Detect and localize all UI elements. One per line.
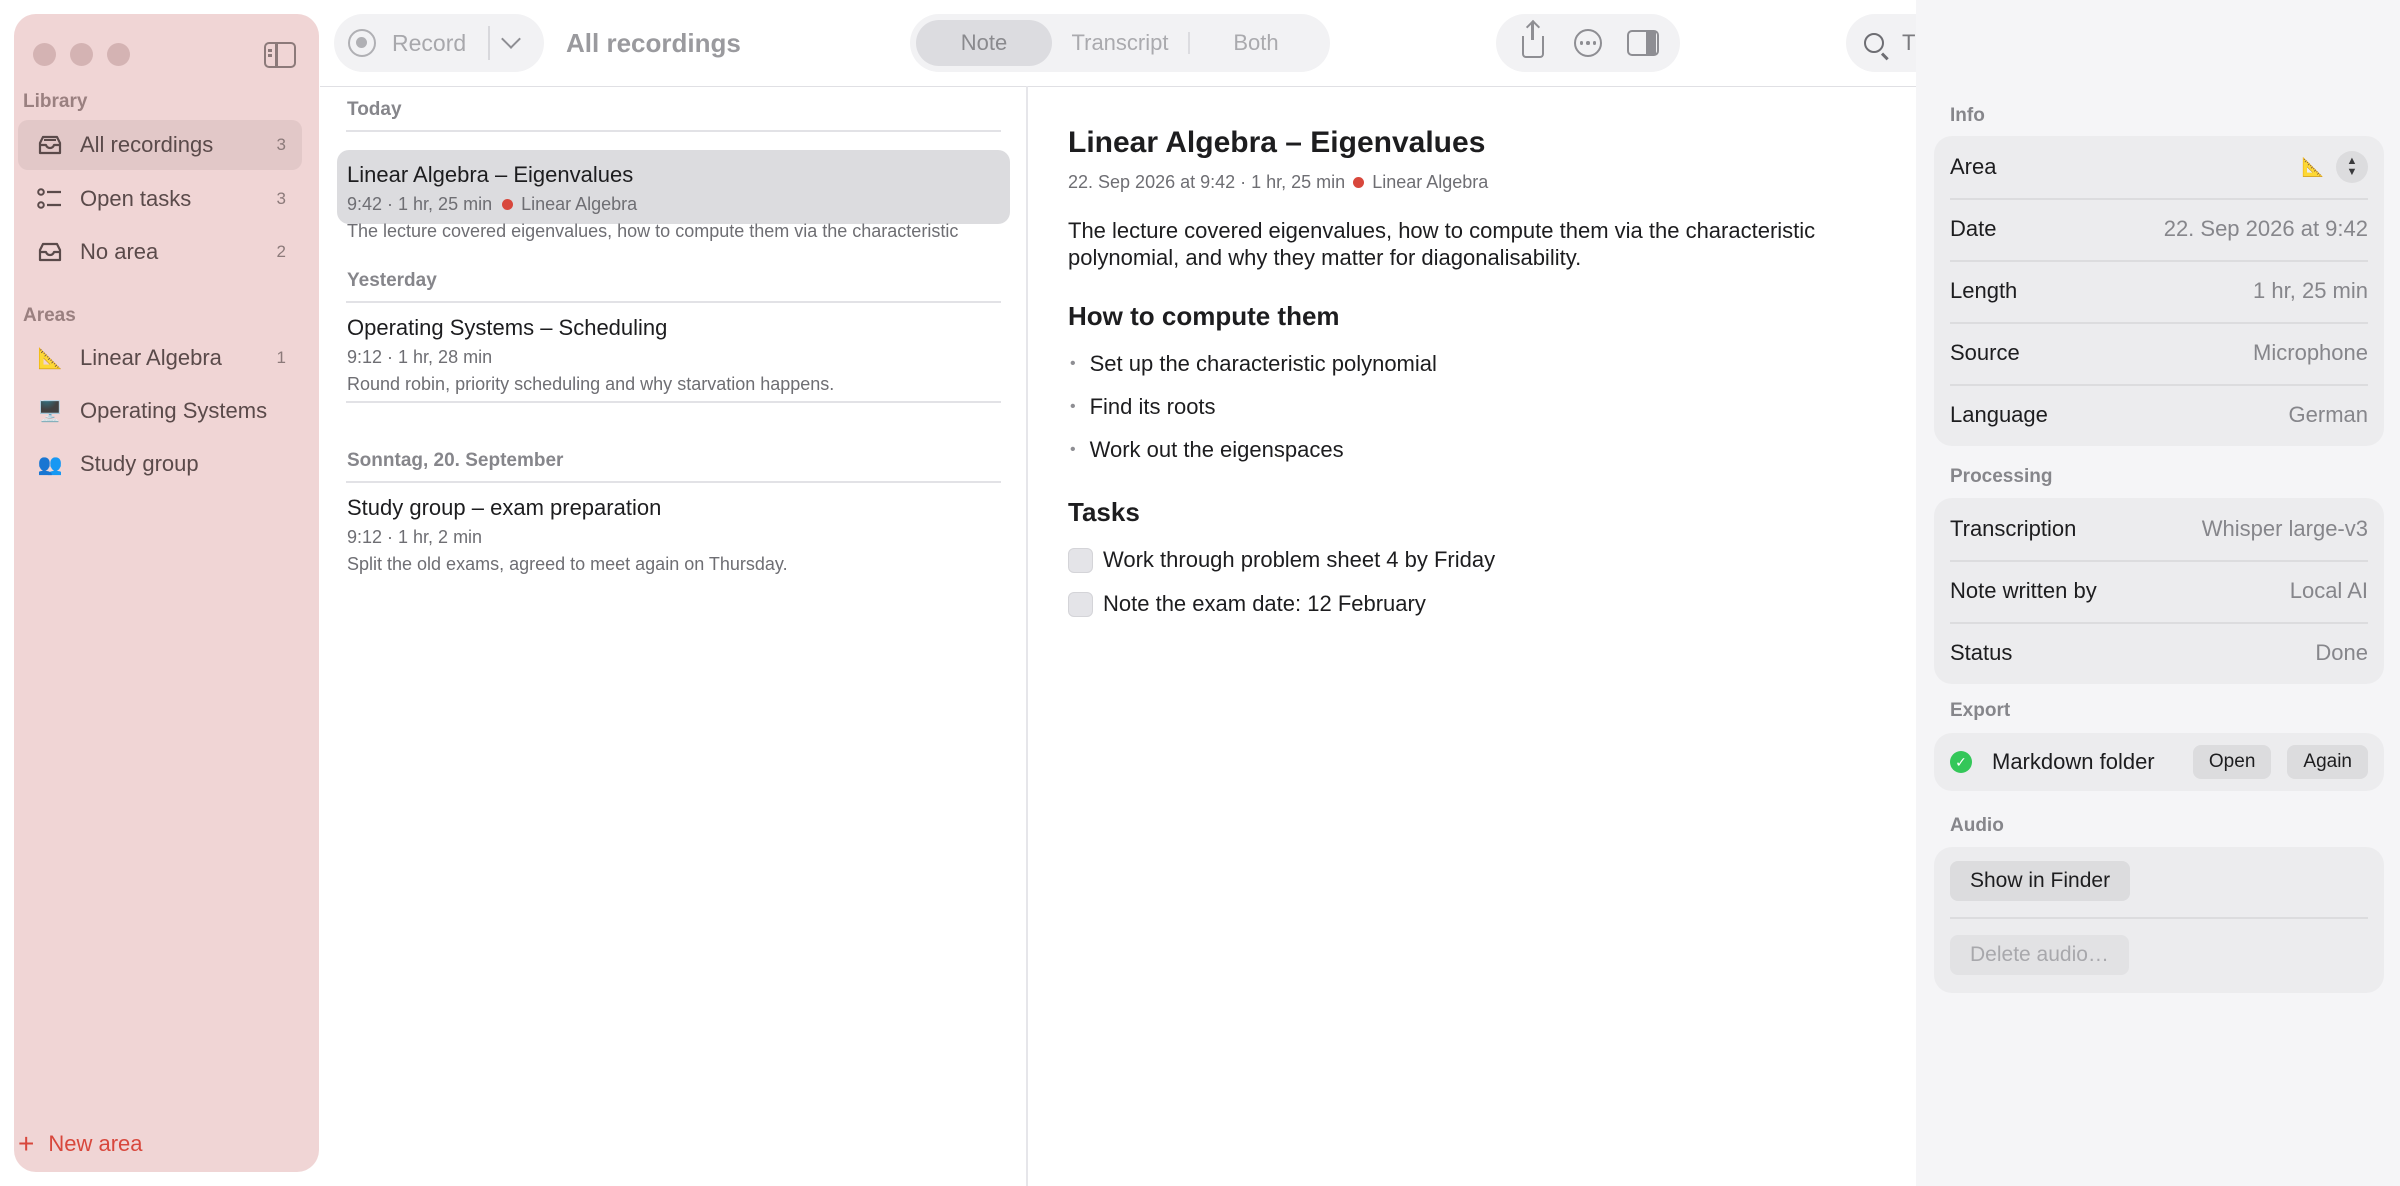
sidebar-item-label: Linear Algebra [80,345,222,370]
checklist-icon [36,185,64,213]
bullet-item: • Set up the characteristic polynomial [1068,342,1868,385]
info-row [1934,622,2384,684]
sidebar-item-area-operating-systems[interactable] [18,386,302,436]
segment-both[interactable]: Both [1188,20,1324,66]
toolbar-divider [320,86,1916,87]
info-value: Microphone [2253,340,2368,365]
info-card [1934,136,2384,446]
sidebar-item-count: 3 [276,189,286,208]
segment-note[interactable]: Note [916,20,1052,66]
info-value: Done [2315,640,2368,665]
note-date-length: 22. Sep 2026 at 9:42 · 1 hr, 25 min [1068,172,1346,192]
chevron-up-down-icon[interactable]: ▲ ▼ [2336,151,2368,183]
sidebar-item-area-study-group[interactable] [18,439,302,489]
divider [488,26,490,60]
list-group-header: Today [347,99,402,120]
note-title: Linear Algebra – Eigenvalues [1068,126,1486,159]
info-value: Whisper large-v3 [2201,516,2368,541]
info-key: Length [1950,278,2018,303]
sidebar-item-label: Study group [80,451,199,476]
area-row [1934,136,2384,198]
more-button[interactable] [1571,26,1605,60]
checkmark-circle-icon: ✓ [1950,751,1972,773]
recording-title: Linear Algebra – Eigenvalues [347,162,634,187]
library-section-title: Library [23,91,88,112]
info-key: Status [1950,640,2013,665]
info-row [1934,260,2384,322]
export-target: Markdown folder [1992,749,2155,774]
plus-icon: + [18,1128,35,1159]
processing-card [1934,498,2384,684]
info-key: Source [1950,340,2020,365]
bullet-list [1068,342,1868,471]
info-key: Date [1950,216,1997,241]
task-label: Note the exam date: 12 February [1103,591,1426,616]
recording-meta [347,194,1000,215]
divider [346,401,1001,403]
sidebar-item-label: Open tasks [80,186,192,211]
task-item [1068,538,1868,582]
task-label: Work through problem sheet 4 by Friday [1103,547,1496,572]
sidebar-item-area-linear-algebra[interactable] [18,333,302,383]
area-color-dot [1353,177,1364,188]
area-picker[interactable] [2302,151,2368,183]
sidebar-item-open-tasks[interactable] [18,174,302,224]
sidebar-item-label: Operating Systems [80,398,268,423]
export-section-title: Export [1950,700,2011,721]
audio-card [1934,847,2384,993]
area-color-dot [502,199,513,210]
info-row [1934,384,2384,446]
info-row [1934,560,2384,622]
areas-section-title: Areas [23,305,76,326]
note-detail [1068,126,1868,626]
sidebar-right-icon [1627,30,1659,56]
export-open-button[interactable]: Open [2193,745,2271,779]
column-divider [1026,86,1028,1186]
minimize-window-button[interactable] [70,43,93,66]
note-meta [1068,172,1868,193]
info-key: Transcription [1950,516,2077,541]
export-row [1934,733,2384,791]
record-control [334,14,544,72]
task-checkbox[interactable] [1068,592,1093,617]
people-icon: 👥 [37,453,63,476]
sidebar-item-label: All recordings [80,132,214,157]
recording-meta: 9:12 · 1 hr, 2 min [347,527,483,547]
list-group-header: Yesterday [347,270,437,291]
new-area-label: New area [48,1131,143,1156]
inspector-toggle-button[interactable] [1626,26,1660,60]
recording-row[interactable] [337,303,1010,403]
info-key: Language [1950,402,2048,427]
close-window-button[interactable] [33,43,56,66]
note-area: Linear Algebra [1372,172,1489,192]
delete-audio-button[interactable]: Delete audio… [1950,935,2129,975]
chevron-down-icon[interactable] [501,29,521,49]
page-title: All recordings [566,28,741,58]
ruler-triangle-icon: 📐 [2301,156,2324,177]
info-key: Note written by [1950,578,2097,603]
divider [346,130,1001,132]
sidebar-item-count: 2 [276,242,286,261]
recording-summary: Round robin, priority scheduling and why starvation happens. [347,374,835,394]
show-in-finder-button[interactable]: Show in Finder [1950,861,2130,901]
info-row [1934,498,2384,560]
info-value: 22. Sep 2026 at 9:42 [2163,216,2368,241]
sidebar-item-count: 3 [276,135,286,154]
task-checkbox[interactable] [1068,548,1093,573]
recording-row[interactable] [337,483,1010,583]
sidebar-toggle-icon[interactable] [264,42,296,68]
toolbar-actions [1496,14,1680,72]
sidebar-item-label: No area [80,239,159,264]
area-label: Area [1950,154,1997,179]
window-controls [33,43,130,66]
segment-transcript[interactable]: Transcript [1071,30,1169,55]
list-group-header: Sonntag, 20. September [347,450,564,471]
bullet-item: • Work out the eigenspaces [1068,428,1868,471]
sidebar-item-all-recordings[interactable] [18,120,302,170]
note-heading: How to compute them [1068,301,1340,331]
info-value: 1 hr, 25 min [2253,278,2368,303]
note-body[interactable]: The lecture covered eigenvalues, how to compute them via the characteristic polynomial, and why they matter for diagonalisability. [1068,218,1816,270]
info-value: Local AI [2289,578,2368,603]
new-area-button[interactable] [18,1130,143,1158]
task-list [1068,538,1868,626]
recording-summary: The lecture covered eigenvalues, how to compute them via the characteristic [347,221,959,241]
info-value: German [2288,402,2368,427]
info-row [1934,322,2384,384]
export-card [1934,733,2384,791]
view-mode-segmented-control [910,14,1330,72]
tasks-heading: Tasks [1068,497,1140,527]
ellipsis-circle-icon [1574,29,1602,57]
recording-title: Operating Systems – Scheduling [347,315,668,340]
recording-title: Study group – exam preparation [347,495,662,520]
recording-time-length: 9:42 · 1 hr, 25 min [347,194,493,214]
record-button[interactable]: Record [392,29,467,56]
recording-meta: 9:12 · 1 hr, 28 min [347,347,493,367]
recording-area: Linear Algebra [521,194,638,214]
zoom-window-button[interactable] [107,43,130,66]
sidebar-item-no-area[interactable] [18,227,302,277]
search-icon [1864,33,1884,53]
recording-row[interactable] [337,150,1010,241]
share-icon [1522,36,1544,58]
divider [1950,917,2368,919]
desktop-computer-icon: 🖥️ [37,400,63,423]
share-button[interactable] [1516,26,1550,60]
sidebar-item-count: 1 [276,348,286,367]
ruler-triangle-icon: 📐 [37,347,63,370]
info-section-title: Info [1950,105,1985,126]
processing-section-title: Processing [1950,466,2053,487]
inbox-stack-icon [36,131,64,159]
info-row [1934,198,2384,260]
export-again-button[interactable]: Again [2287,745,2368,779]
recording-summary: Split the old exams, agreed to meet again on Thursday. [347,554,788,574]
bullet-item: • Find its roots [1068,385,1868,428]
record-icon[interactable] [348,29,376,57]
audio-section-title: Audio [1950,815,2004,836]
tray-icon [36,238,64,266]
task-item [1068,582,1868,626]
